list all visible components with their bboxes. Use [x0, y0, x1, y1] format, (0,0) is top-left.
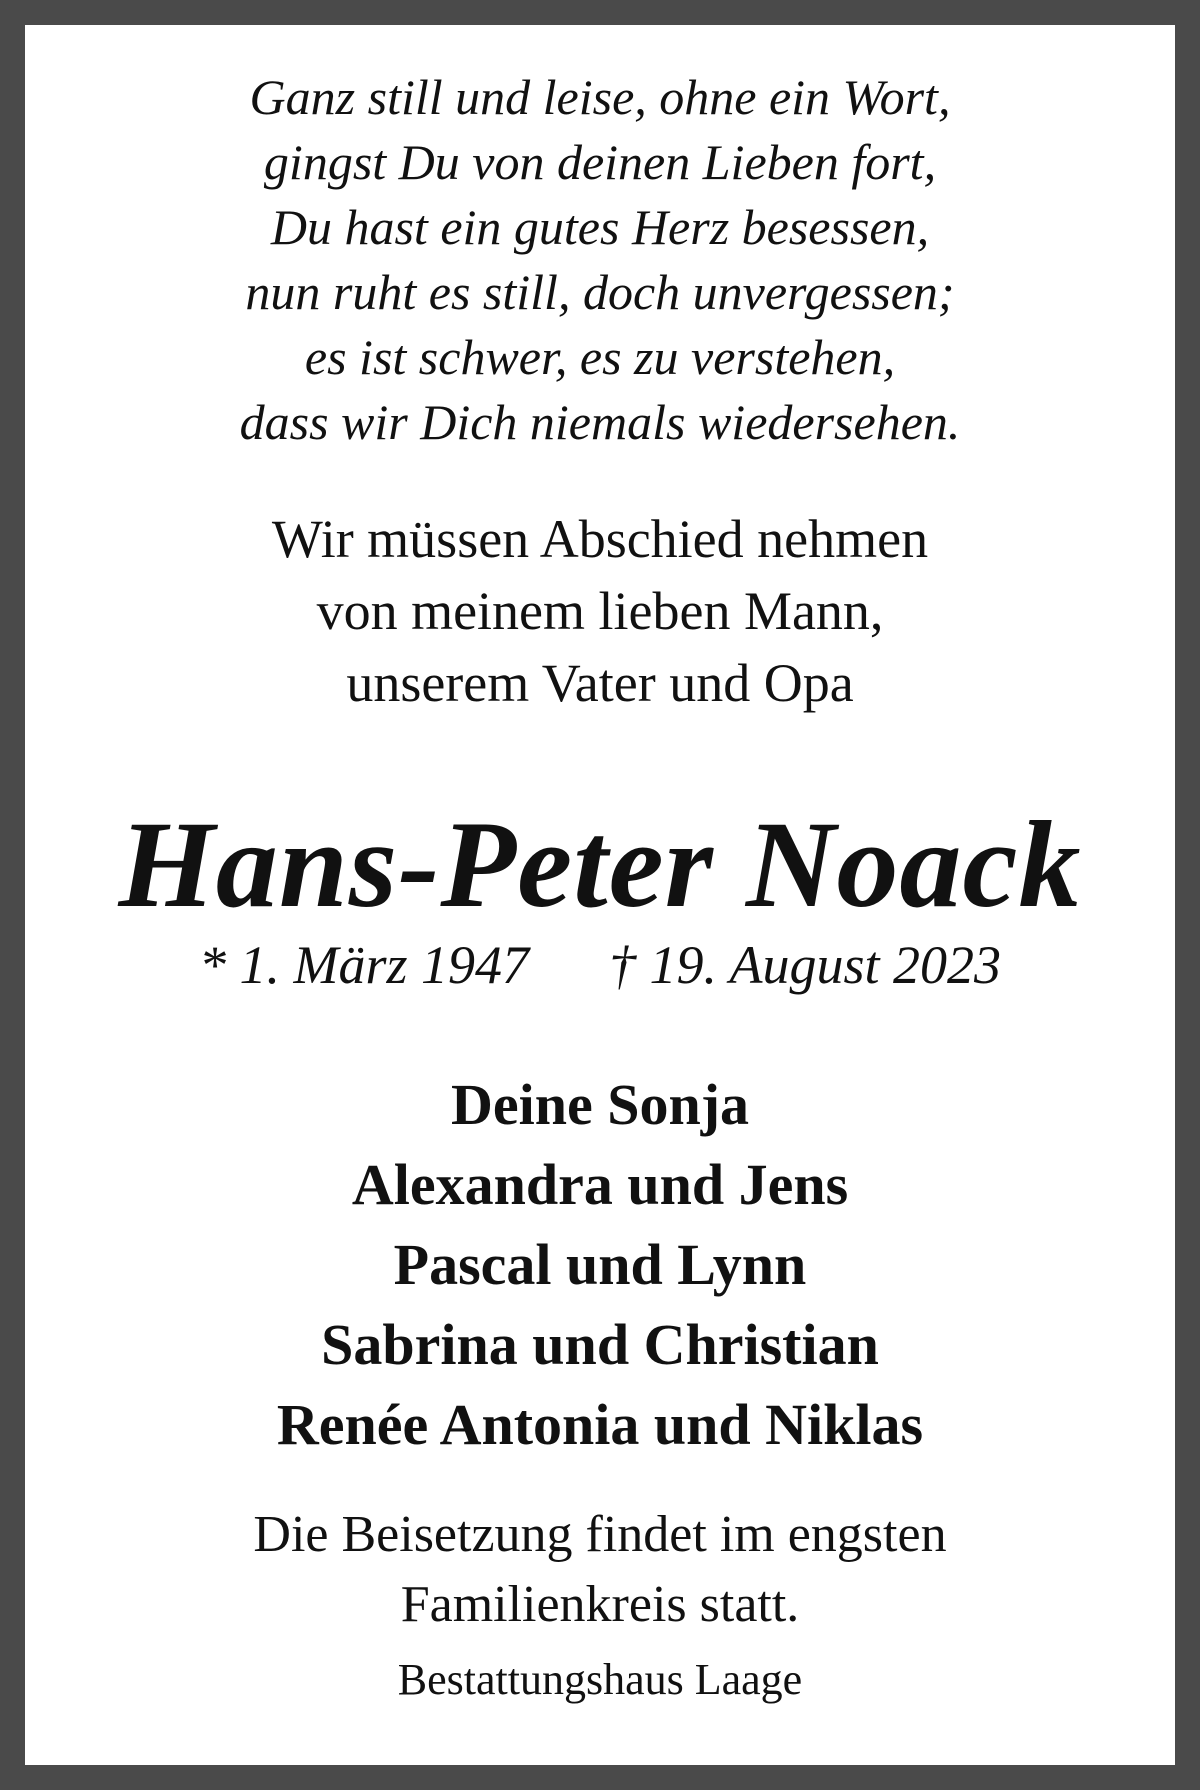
- intro-line: Wir müssen Abschied nehmen: [271, 509, 929, 569]
- poem: [25, 65, 1175, 455]
- poem-line: Du hast ein gutes Herz besessen,: [270, 199, 930, 255]
- burial-notice: [25, 1500, 1175, 1640]
- farewell-intro: [25, 503, 1175, 719]
- death-date: † 19. August 2023: [608, 935, 1002, 995]
- mourners-list: [25, 1065, 1175, 1465]
- mourner-line: Deine Sonja: [450, 1072, 750, 1137]
- notice-line: Die Beisetzung findet im engsten: [253, 1506, 947, 1563]
- poem-line: nun ruht es still, doch unvergessen;: [245, 264, 955, 320]
- intro-line: von meinem lieben Mann,: [316, 581, 884, 641]
- poem-line: gingst Du von deinen Lieben fort,: [263, 134, 937, 190]
- poem-line: Ganz still und leise, ohne ein Wort,: [249, 69, 951, 125]
- intro-line: unserem Vater und Opa: [346, 653, 854, 713]
- mourner-line: Alexandra und Jens: [351, 1152, 849, 1217]
- notice-line: Familienkreis statt.: [400, 1576, 800, 1633]
- mourner-line: Renée Antonia und Niklas: [276, 1392, 924, 1457]
- mourner-line: Sabrina und Christian: [321, 1312, 879, 1377]
- poem-line: dass wir Dich niemals wiedersehen.: [239, 394, 961, 450]
- birth-date: * 1. März 1947: [198, 935, 529, 995]
- obituary-card: [25, 25, 1175, 1765]
- life-dates: [25, 930, 1175, 1000]
- mourner-line: Pascal und Lynn: [393, 1232, 807, 1297]
- poem-line: es ist schwer, es zu verstehen,: [304, 329, 896, 385]
- undertaker-name: Bestattungshaus Laage: [397, 1655, 803, 1704]
- deceased-name: Hans-Peter Noack: [118, 796, 1082, 933]
